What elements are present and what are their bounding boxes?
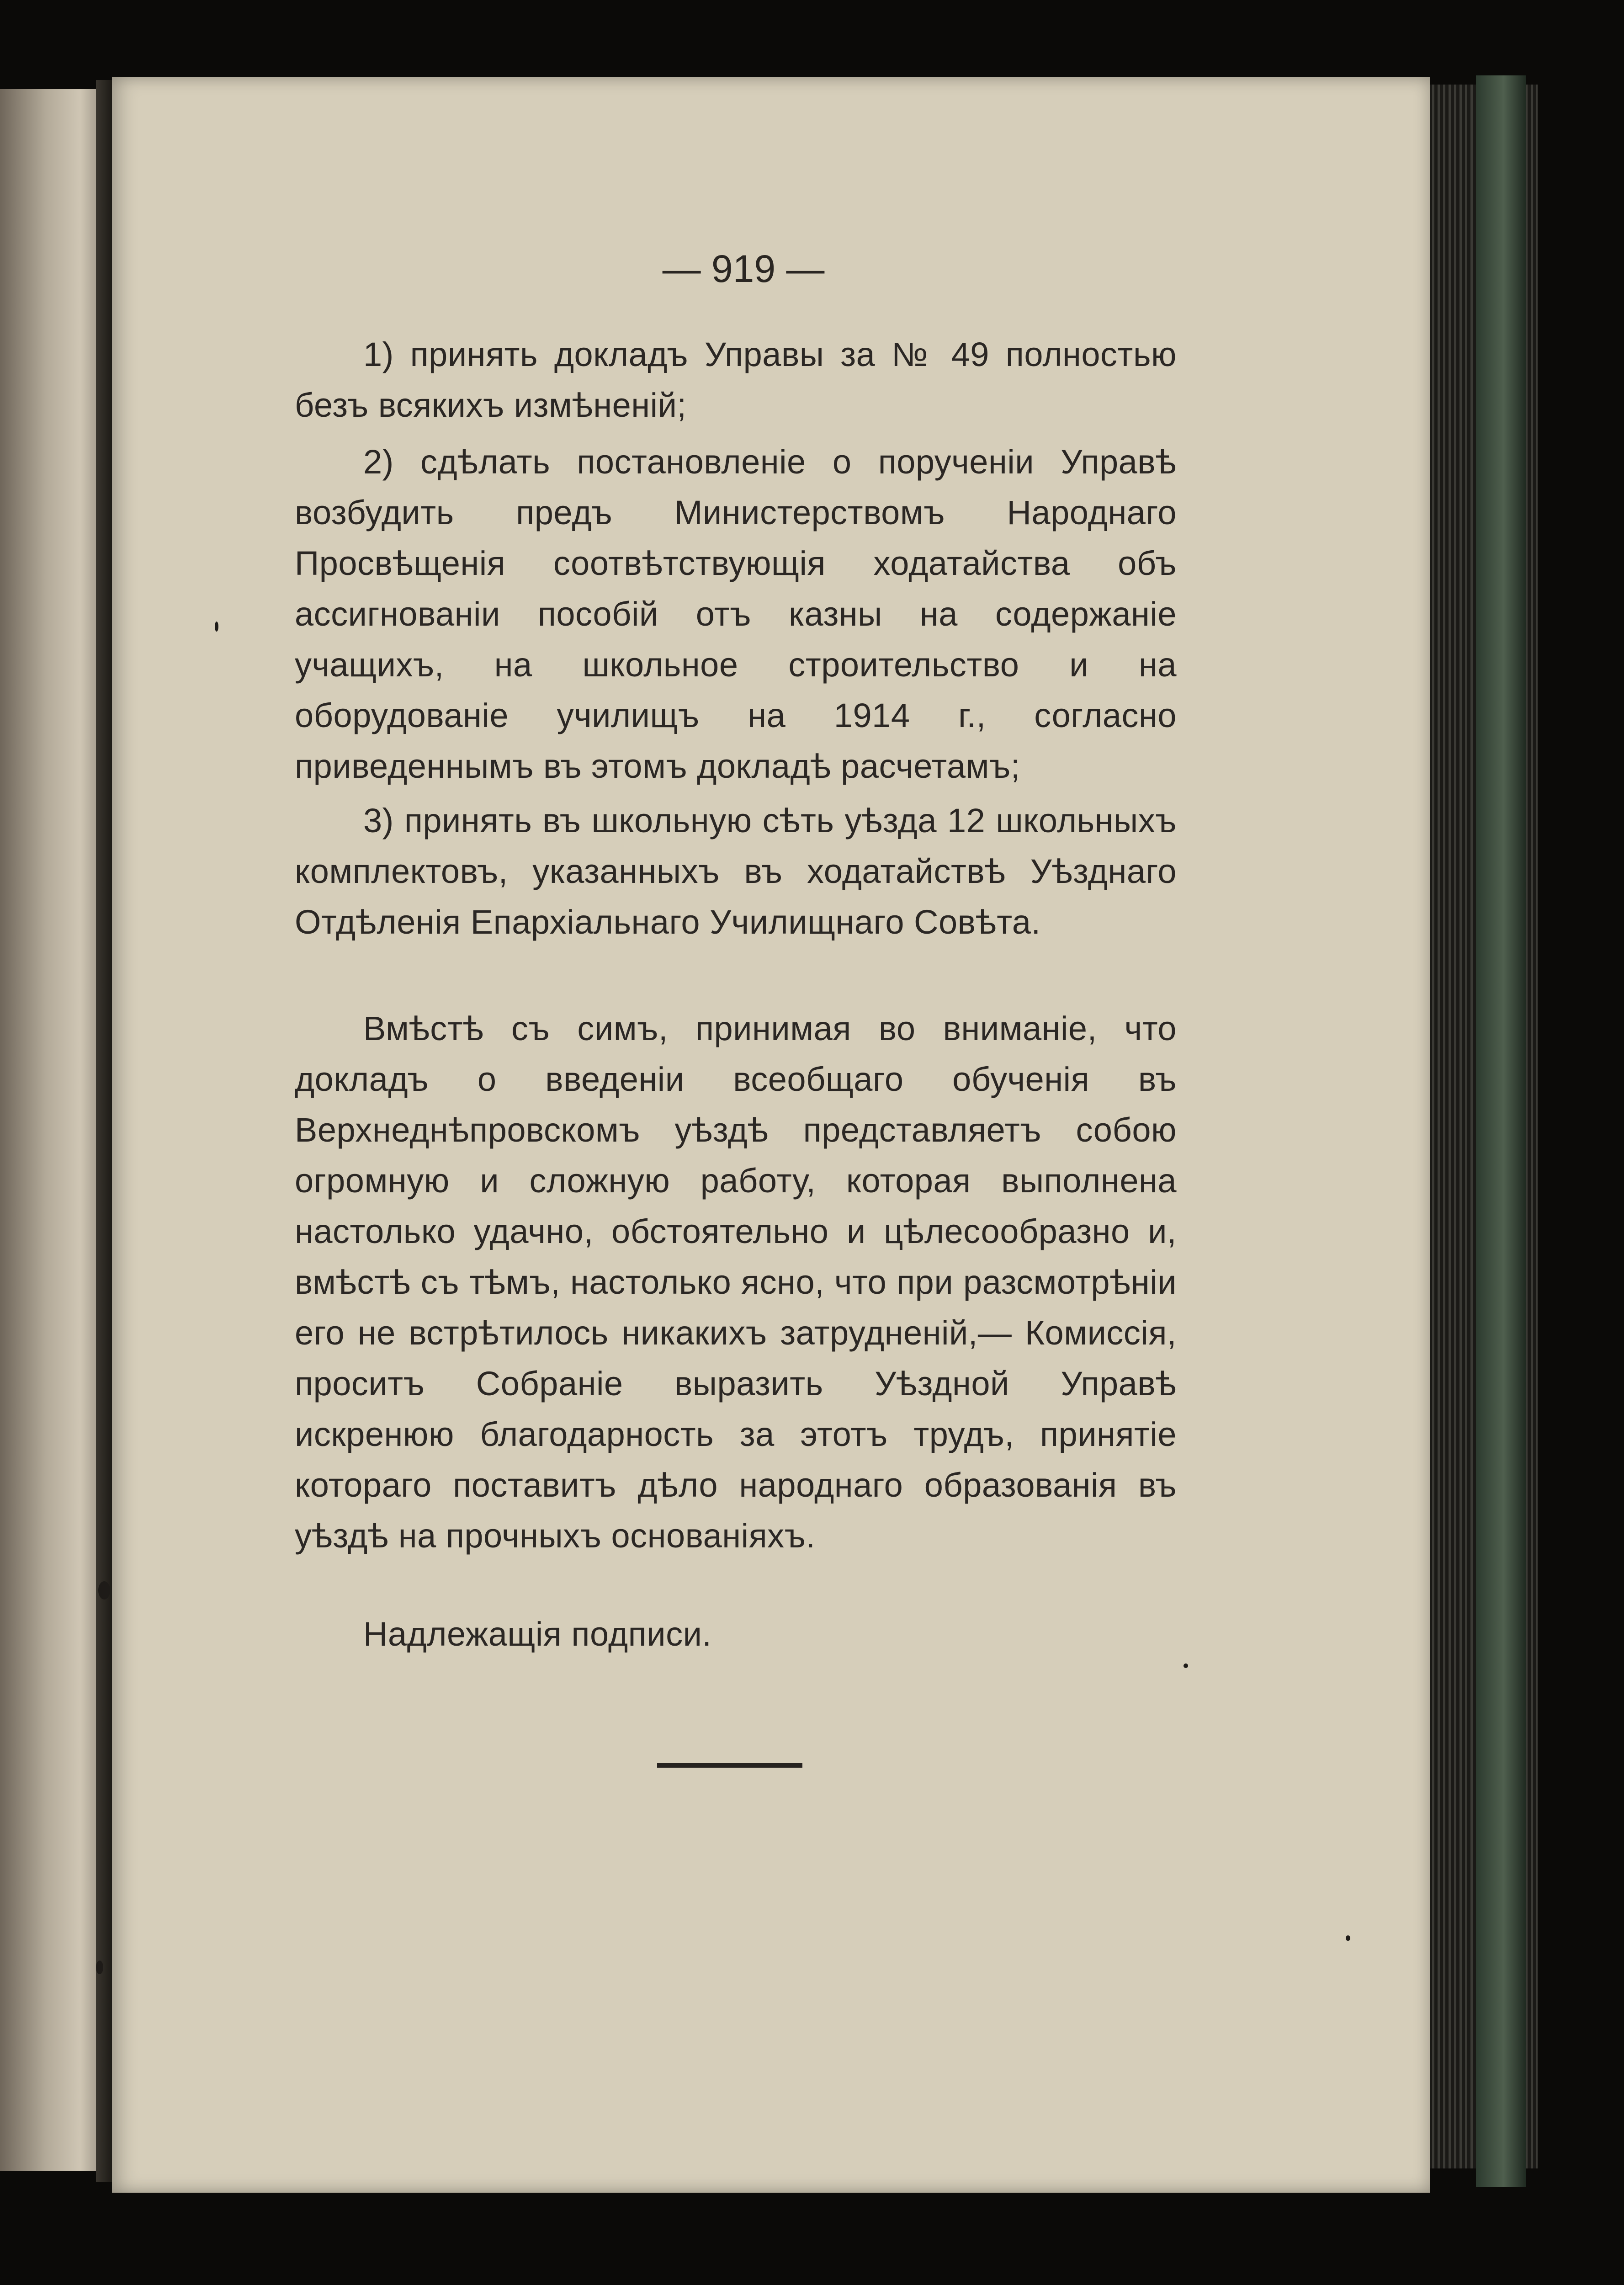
ink-speck [96, 1961, 103, 1974]
paragraph-text: 3) принять въ школьную сѣть уѣзда 12 школьныхъ комплектовъ, указанныхъ въ ходатайствѣ Уѣзднаго Отдѣленія Епархіальнаго Училищнаго Совѣта. [295, 802, 1177, 941]
page-number [0, 247, 1624, 291]
paragraph-text: 1) принять докладъ Управы за № 49 полностью безъ всякихъ измѣненій; [295, 335, 1177, 424]
ink-speck [98, 1581, 110, 1600]
paragraph-text: Вмѣстѣ съ симъ, принимая во вниманіе, что докладъ о введеніи всеобщаго обученія въ Верхнеднѣпровскомъ уѣздѣ представляетъ собою огромную и сложную работу, которая выполнена настолько удачно, обстоятельно и цѣлесообразно и, вмѣстѣ съ тѣмъ, настолько ясно, что при разсмотрѣніи его не встрѣтилось никакихъ затрудненій,— Комиссія, проситъ Собраніе выразить Уѣздной Управѣ искренюю благодарность за этотъ трудъ, принятіе котораго поставитъ дѣло народнаго образованія въ уѣздѣ на прочныхъ основаніяхъ. [295, 1010, 1177, 1555]
ink-speck [1346, 1935, 1350, 1941]
page-number-text: — 919 — [662, 247, 825, 290]
end-rule [657, 1763, 802, 1768]
book-cover-edge [1476, 75, 1526, 2187]
paragraph-item-2 [295, 436, 1177, 792]
ink-speck [215, 622, 218, 632]
signatures-note: Надлежащія подписи. [363, 1615, 712, 1653]
left-page-edge [0, 89, 103, 2171]
ink-speck [1184, 1663, 1188, 1668]
paragraph-text: 2) сдѣлать постановленіе о порученіи Управѣ возбудить предъ Министерствомъ Народнаго Просвѣщенія соотвѣтствующія ходатайства объ ассигнованіи пособій отъ казны на содержаніе учащихъ, на школьное строительство и на оборудованіе училищъ на 1914 г., согласно приведеннымъ въ этомъ докладѣ расчетамъ; [295, 443, 1177, 785]
paragraph-resolution [295, 1003, 1177, 1561]
paragraph-item-3 [295, 795, 1177, 947]
paragraph-item-1 [295, 329, 1177, 430]
